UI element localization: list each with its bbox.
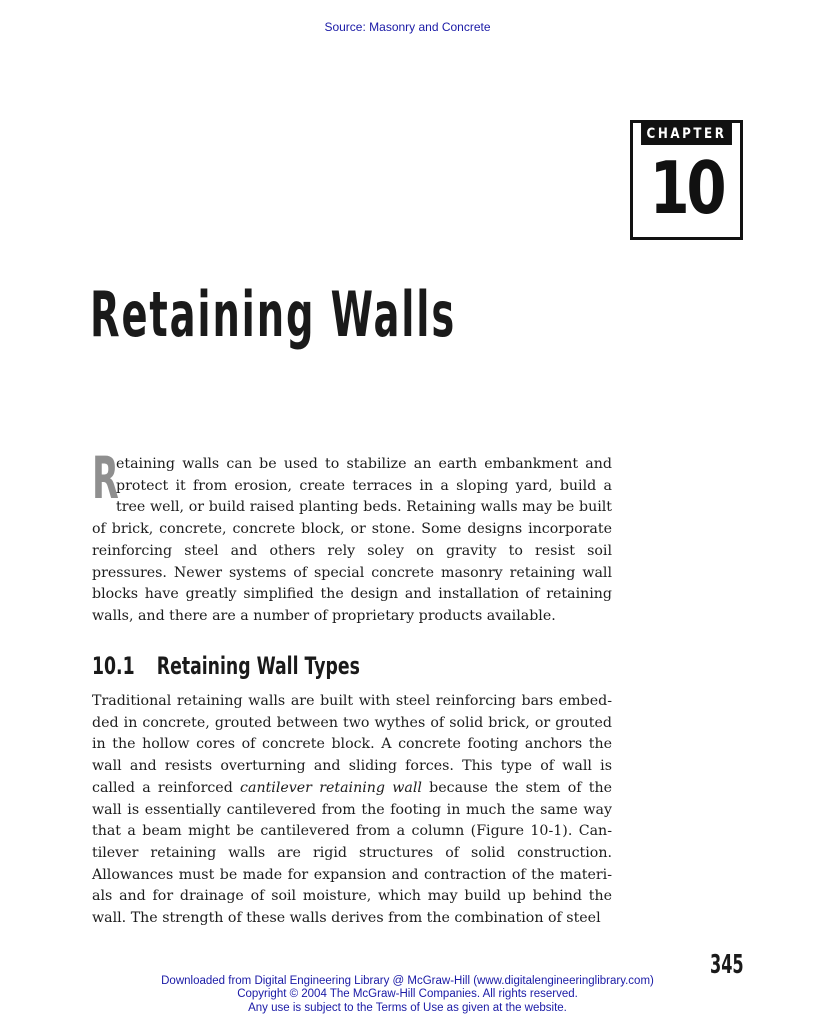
- page-title: Retaining Walls: [90, 278, 457, 351]
- section-text-italic: cantilever retaining wall: [240, 779, 422, 796]
- footer-download-line[interactable]: Downloaded from Digital Engineering Library @ McGraw-Hill (www.digitalengineeringlibrary.com): [161, 975, 654, 987]
- intro-text: etaining walls can be used to stabilize an earth embankment and protect it from erosion, create terraces in a sloping yard, build a tree well, or build raised planting beds. Retaining walls may be built of brick, concrete, concrete block, or stone. Some designs incorporate reinforcing steel and others rely soley on gravity to resist soil pressures. Newer systems of special concrete masonry retaining wall blocks have greatly simplified the design and installation of retaining walls, and there are a number of proprietary products available.: [92, 456, 612, 624]
- section-heading: [92, 652, 360, 680]
- section-text-before: Traditional retaining walls are built with steel reinforcing bars embed-ded in concrete, grouted between two wythes of solid brick, or grouted in the hollow cores of concrete block. A concrete footing anchors the wall and resists overturning and sliding forces. This type of wall is called a reinforced: [92, 693, 612, 796]
- section-paragraph: [92, 691, 612, 930]
- chapter-label: CHAPTER: [641, 123, 732, 145]
- section-title: Retaining Wall Types: [156, 652, 360, 680]
- section-number: 10.1: [92, 652, 135, 680]
- chapter-box: [630, 120, 743, 240]
- footer-copyright-line[interactable]: Copyright © 2004 The McGraw-Hill Companies. All rights reserved.: [237, 988, 578, 1000]
- footer-terms-line[interactable]: Any use is subject to the Terms of Use as given at the website.: [248, 1002, 567, 1014]
- section-text-after: because the stem of the wall is essentially cantilevered from the footing in much the same way that a beam might be cantilevered from a column (Figure 10-1). Can-tilever retaining walls are rigid structures of solid construction. Allowances must be made for expansion and contraction of the materi-als and for drainage of soil moisture, which may build up behind the wall. The strength of these walls derives from the combination of steel: [92, 779, 613, 927]
- chapter-number: 10: [649, 146, 724, 230]
- source-header[interactable]: Source: Masonry and Concrete: [324, 20, 491, 34]
- intro-paragraph: [92, 444, 612, 628]
- drop-cap: R: [92, 444, 119, 512]
- page-number: 345: [710, 950, 744, 980]
